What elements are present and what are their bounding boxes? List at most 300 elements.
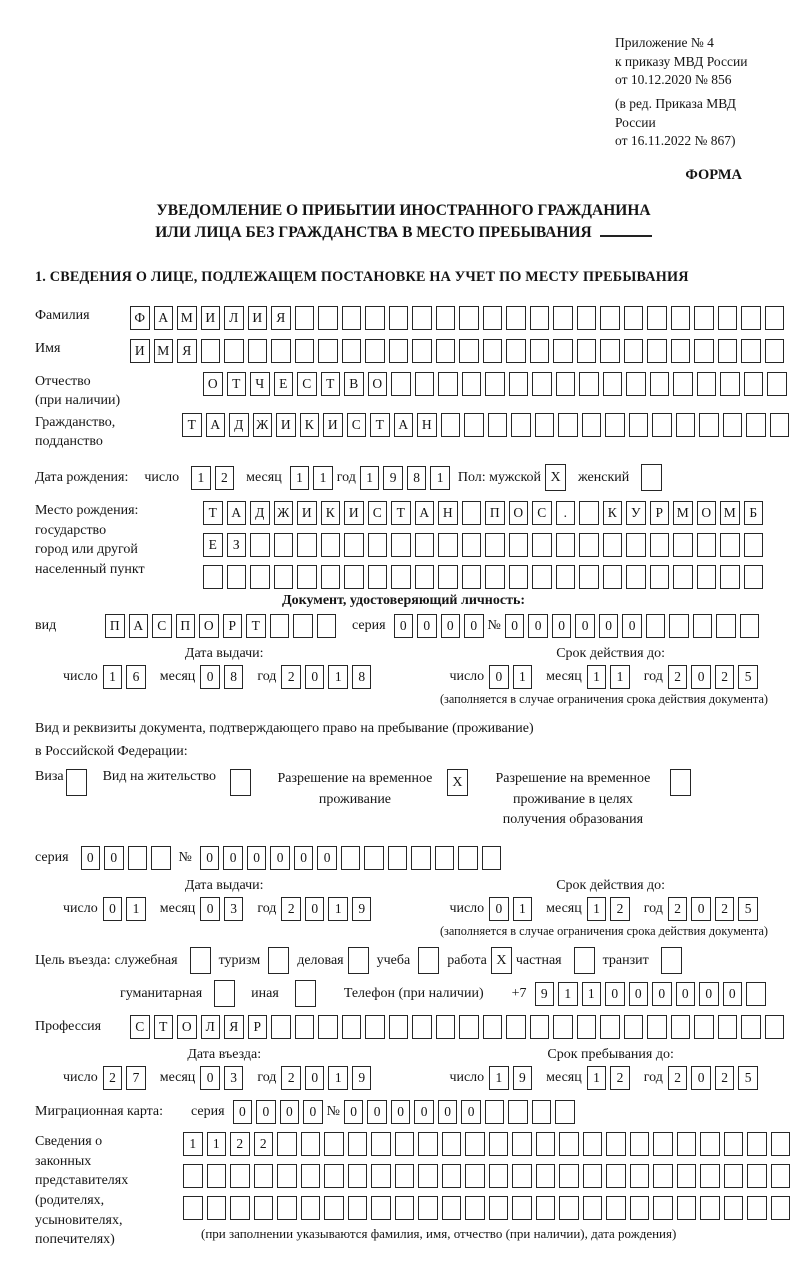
char-cell[interactable]: 0 [200,1066,220,1090]
char-cell[interactable] [324,1132,344,1156]
char-cell[interactable] [489,1164,509,1188]
char-cell[interactable]: 9 [535,982,555,1006]
char-cell[interactable]: 0 [104,846,124,870]
char-cell[interactable]: Е [274,372,294,396]
char-cell[interactable] [324,1196,344,1220]
char-cell[interactable] [741,339,761,363]
char-cell[interactable]: 2 [715,897,735,921]
char-cell[interactable]: 1 [191,466,211,490]
char-cell[interactable] [555,1100,575,1124]
char-cell[interactable] [459,339,479,363]
purpose-humanitarian-checkbox[interactable] [214,980,235,1007]
char-cell[interactable] [530,306,550,330]
char-cell[interactable] [318,339,338,363]
char-cell[interactable]: С [532,501,552,525]
char-cell[interactable] [700,1196,720,1220]
char-cell[interactable] [183,1164,203,1188]
purpose-commercial-checkbox[interactable] [348,947,369,974]
char-cell[interactable] [342,306,362,330]
char-cell[interactable]: 0 [505,614,525,638]
char-cell[interactable] [624,1015,644,1039]
char-cell[interactable] [747,1164,767,1188]
char-cell[interactable] [293,614,313,638]
char-cell[interactable] [489,1132,509,1156]
char-cell[interactable]: 0 [103,897,123,921]
char-cell[interactable] [391,533,411,557]
char-cell[interactable] [389,339,409,363]
char-cell[interactable]: Л [224,306,244,330]
char-cell[interactable] [765,339,785,363]
char-cell[interactable] [626,372,646,396]
char-cell[interactable] [559,1132,579,1156]
char-cell[interactable] [677,1164,697,1188]
char-cell[interactable] [465,1164,485,1188]
char-cell[interactable]: 1 [558,982,578,1006]
char-cell[interactable] [485,1100,505,1124]
char-cell[interactable]: 0 [575,614,595,638]
char-cell[interactable]: 0 [691,897,711,921]
char-cell[interactable] [436,1015,456,1039]
char-cell[interactable] [647,339,667,363]
char-cell[interactable] [718,339,738,363]
char-cell[interactable] [415,533,435,557]
char-cell[interactable] [512,1132,532,1156]
char-cell[interactable]: 0 [270,846,290,870]
char-cell[interactable] [395,1196,415,1220]
char-cell[interactable]: 0 [294,846,314,870]
char-cell[interactable]: 0 [200,665,220,689]
char-cell[interactable]: А [154,306,174,330]
char-cell[interactable] [442,1164,462,1188]
purpose-study-checkbox[interactable] [418,947,439,974]
char-cell[interactable] [767,372,787,396]
char-cell[interactable]: Д [229,413,249,437]
char-cell[interactable] [415,565,435,589]
char-cell[interactable] [506,339,526,363]
char-cell[interactable] [418,1164,438,1188]
char-cell[interactable] [583,1196,603,1220]
char-cell[interactable] [224,339,244,363]
char-cell[interactable] [605,413,625,437]
char-cell[interactable]: 0 [417,614,437,638]
char-cell[interactable] [606,1164,626,1188]
char-cell[interactable] [556,565,576,589]
char-cell[interactable] [250,533,270,557]
char-cell[interactable] [724,1132,744,1156]
char-cell[interactable]: 0 [528,614,548,638]
char-cell[interactable]: Р [650,501,670,525]
char-cell[interactable]: 0 [489,897,509,921]
char-cell[interactable] [536,1132,556,1156]
char-cell[interactable] [747,1132,767,1156]
char-cell[interactable] [629,413,649,437]
char-cell[interactable]: 0 [438,1100,458,1124]
char-cell[interactable]: 0 [200,897,220,921]
char-cell[interactable]: 1 [360,466,380,490]
char-cell[interactable] [295,339,315,363]
char-cell[interactable] [724,1196,744,1220]
char-cell[interactable] [671,306,691,330]
option-residence-permit-checkbox[interactable] [230,769,251,796]
char-cell[interactable]: П [485,501,505,525]
char-cell[interactable]: 1 [582,982,602,1006]
char-cell[interactable]: 1 [103,665,123,689]
char-cell[interactable] [577,1015,597,1039]
char-cell[interactable]: Р [223,614,243,638]
char-cell[interactable]: 0 [305,897,325,921]
char-cell[interactable] [436,306,456,330]
char-cell[interactable] [277,1196,297,1220]
char-cell[interactable]: 0 [200,846,220,870]
char-cell[interactable]: Ф [130,306,150,330]
char-cell[interactable] [741,306,761,330]
char-cell[interactable]: 1 [587,1066,607,1090]
char-cell[interactable] [462,501,482,525]
char-cell[interactable] [462,372,482,396]
char-cell[interactable]: 2 [254,1132,274,1156]
char-cell[interactable] [630,1196,650,1220]
char-cell[interactable] [650,565,670,589]
char-cell[interactable] [630,1132,650,1156]
char-cell[interactable]: В [344,372,364,396]
char-cell[interactable] [128,846,148,870]
char-cell[interactable] [653,1196,673,1220]
char-cell[interactable] [344,565,364,589]
char-cell[interactable] [151,846,171,870]
char-cell[interactable]: 0 [461,1100,481,1124]
char-cell[interactable]: И [297,501,317,525]
char-cell[interactable] [297,533,317,557]
char-cell[interactable]: 5 [738,897,758,921]
char-cell[interactable]: О [509,501,529,525]
char-cell[interactable] [318,1015,338,1039]
purpose-transit-checkbox[interactable] [661,947,682,974]
char-cell[interactable] [412,339,432,363]
char-cell[interactable] [462,565,482,589]
char-cell[interactable] [389,1015,409,1039]
char-cell[interactable] [183,1196,203,1220]
char-cell[interactable]: 1 [126,897,146,921]
char-cell[interactable]: 1 [513,897,533,921]
char-cell[interactable] [556,533,576,557]
char-cell[interactable]: А [227,501,247,525]
char-cell[interactable] [301,1164,321,1188]
char-cell[interactable] [744,565,764,589]
char-cell[interactable]: С [368,501,388,525]
char-cell[interactable] [697,372,717,396]
char-cell[interactable] [412,306,432,330]
char-cell[interactable] [600,1015,620,1039]
char-cell[interactable] [368,565,388,589]
purpose-work-checkbox[interactable]: X [491,947,512,974]
char-cell[interactable]: 5 [738,1066,758,1090]
char-cell[interactable] [624,339,644,363]
char-cell[interactable]: З [227,533,247,557]
char-cell[interactable] [411,846,431,870]
char-cell[interactable]: 1 [328,1066,348,1090]
char-cell[interactable] [274,533,294,557]
char-cell[interactable] [700,1132,720,1156]
char-cell[interactable] [203,565,223,589]
char-cell[interactable] [720,372,740,396]
char-cell[interactable] [700,1164,720,1188]
char-cell[interactable] [391,565,411,589]
char-cell[interactable] [532,565,552,589]
char-cell[interactable] [348,1132,368,1156]
char-cell[interactable] [583,1132,603,1156]
char-cell[interactable] [577,339,597,363]
char-cell[interactable]: 0 [391,1100,411,1124]
char-cell[interactable] [248,339,268,363]
char-cell[interactable] [464,413,484,437]
char-cell[interactable] [438,372,458,396]
char-cell[interactable]: С [297,372,317,396]
char-cell[interactable] [342,1015,362,1039]
char-cell[interactable]: М [154,339,174,363]
char-cell[interactable] [389,306,409,330]
char-cell[interactable]: 2 [610,897,630,921]
char-cell[interactable] [697,565,717,589]
char-cell[interactable] [646,614,666,638]
char-cell[interactable]: О [203,372,223,396]
char-cell[interactable]: 7 [126,1066,146,1090]
char-cell[interactable] [626,533,646,557]
char-cell[interactable] [371,1196,391,1220]
char-cell[interactable]: И [201,306,221,330]
char-cell[interactable] [297,565,317,589]
char-cell[interactable]: 1 [313,466,333,490]
char-cell[interactable]: 0 [256,1100,276,1124]
char-cell[interactable]: К [321,501,341,525]
char-cell[interactable]: 0 [233,1100,253,1124]
char-cell[interactable]: П [176,614,196,638]
char-cell[interactable]: 2 [215,466,235,490]
purpose-tourism-checkbox[interactable] [268,947,289,974]
char-cell[interactable] [723,413,743,437]
char-cell[interactable] [509,533,529,557]
char-cell[interactable]: Т [227,372,247,396]
char-cell[interactable]: Ж [274,501,294,525]
char-cell[interactable]: 2 [715,665,735,689]
char-cell[interactable] [652,413,672,437]
char-cell[interactable]: 2 [281,665,301,689]
char-cell[interactable] [669,614,689,638]
char-cell[interactable]: 0 [414,1100,434,1124]
char-cell[interactable] [230,1196,250,1220]
char-cell[interactable] [583,1164,603,1188]
char-cell[interactable] [438,533,458,557]
char-cell[interactable] [606,1196,626,1220]
sex-female-checkbox[interactable] [641,464,662,491]
char-cell[interactable] [250,565,270,589]
char-cell[interactable] [506,306,526,330]
char-cell[interactable] [271,339,291,363]
char-cell[interactable] [508,1100,528,1124]
char-cell[interactable] [364,846,384,870]
char-cell[interactable]: Е [203,533,223,557]
char-cell[interactable]: И [248,306,268,330]
char-cell[interactable] [388,846,408,870]
char-cell[interactable]: 0 [305,1066,325,1090]
char-cell[interactable]: 1 [587,897,607,921]
purpose-business-checkbox[interactable] [190,947,211,974]
char-cell[interactable] [718,306,738,330]
char-cell[interactable] [603,533,623,557]
char-cell[interactable] [365,1015,385,1039]
char-cell[interactable]: 8 [407,466,427,490]
char-cell[interactable] [301,1132,321,1156]
char-cell[interactable]: М [673,501,693,525]
char-cell[interactable] [412,1015,432,1039]
char-cell[interactable]: 0 [247,846,267,870]
char-cell[interactable]: Л [201,1015,221,1039]
char-cell[interactable]: 9 [352,1066,372,1090]
char-cell[interactable] [535,413,555,437]
char-cell[interactable] [553,339,573,363]
char-cell[interactable]: Т [391,501,411,525]
char-cell[interactable] [458,846,478,870]
char-cell[interactable]: 0 [723,982,743,1006]
char-cell[interactable] [653,1132,673,1156]
char-cell[interactable] [485,372,505,396]
char-cell[interactable] [301,1196,321,1220]
option-visa-checkbox[interactable] [66,769,87,796]
char-cell[interactable] [344,533,364,557]
char-cell[interactable]: Я [177,339,197,363]
char-cell[interactable] [559,1164,579,1188]
purpose-private-checkbox[interactable] [574,947,595,974]
char-cell[interactable]: 1 [328,665,348,689]
char-cell[interactable]: 0 [691,1066,711,1090]
char-cell[interactable]: М [177,306,197,330]
char-cell[interactable] [506,1015,526,1039]
char-cell[interactable] [489,1196,509,1220]
char-cell[interactable] [254,1196,274,1220]
char-cell[interactable]: С [152,614,172,638]
char-cell[interactable] [697,533,717,557]
char-cell[interactable]: Н [417,413,437,437]
char-cell[interactable] [603,565,623,589]
char-cell[interactable]: 0 [344,1100,364,1124]
char-cell[interactable] [435,846,455,870]
char-cell[interactable]: О [177,1015,197,1039]
char-cell[interactable]: 0 [394,614,414,638]
char-cell[interactable] [771,1164,791,1188]
char-cell[interactable] [747,1196,767,1220]
char-cell[interactable]: И [323,413,343,437]
char-cell[interactable] [418,1196,438,1220]
char-cell[interactable] [765,1015,785,1039]
char-cell[interactable] [744,372,764,396]
char-cell[interactable]: . [556,501,576,525]
char-cell[interactable] [462,533,482,557]
char-cell[interactable] [720,565,740,589]
char-cell[interactable]: Д [250,501,270,525]
char-cell[interactable] [771,1132,791,1156]
char-cell[interactable] [254,1164,274,1188]
char-cell[interactable]: 0 [691,665,711,689]
char-cell[interactable]: 2 [668,897,688,921]
char-cell[interactable]: 2 [668,665,688,689]
char-cell[interactable] [438,565,458,589]
char-cell[interactable]: М [720,501,740,525]
char-cell[interactable] [653,1164,673,1188]
char-cell[interactable]: 2 [103,1066,123,1090]
char-cell[interactable]: Т [154,1015,174,1039]
char-cell[interactable] [509,565,529,589]
char-cell[interactable] [459,306,479,330]
char-cell[interactable] [512,1164,532,1188]
char-cell[interactable]: Я [224,1015,244,1039]
char-cell[interactable] [740,614,760,638]
char-cell[interactable] [482,846,502,870]
char-cell[interactable]: И [276,413,296,437]
char-cell[interactable] [536,1164,556,1188]
char-cell[interactable]: 2 [610,1066,630,1090]
char-cell[interactable] [579,372,599,396]
char-cell[interactable] [512,1196,532,1220]
char-cell[interactable] [744,533,764,557]
char-cell[interactable]: 0 [303,1100,323,1124]
char-cell[interactable]: 0 [652,982,672,1006]
option-temp-residence-checkbox[interactable]: X [447,769,468,796]
char-cell[interactable] [677,1196,697,1220]
char-cell[interactable]: У [626,501,646,525]
char-cell[interactable] [230,1164,250,1188]
char-cell[interactable] [324,1164,344,1188]
char-cell[interactable] [532,1100,552,1124]
char-cell[interactable]: 0 [552,614,572,638]
char-cell[interactable]: Т [321,372,341,396]
char-cell[interactable]: 6 [126,665,146,689]
char-cell[interactable] [671,339,691,363]
char-cell[interactable] [577,306,597,330]
char-cell[interactable]: 3 [224,1066,244,1090]
char-cell[interactable] [483,306,503,330]
char-cell[interactable]: П [105,614,125,638]
char-cell[interactable]: 1 [430,466,450,490]
char-cell[interactable]: К [300,413,320,437]
char-cell[interactable] [295,1015,315,1039]
char-cell[interactable] [207,1164,227,1188]
char-cell[interactable]: О [697,501,717,525]
char-cell[interactable]: А [129,614,149,638]
char-cell[interactable]: 1 [513,665,533,689]
char-cell[interactable]: Т [203,501,223,525]
char-cell[interactable] [465,1196,485,1220]
char-cell[interactable]: Я [271,306,291,330]
char-cell[interactable] [673,372,693,396]
char-cell[interactable] [227,565,247,589]
char-cell[interactable]: 0 [441,614,461,638]
char-cell[interactable] [415,372,435,396]
char-cell[interactable] [647,1015,667,1039]
char-cell[interactable] [483,339,503,363]
purpose-other-checkbox[interactable] [295,980,316,1007]
char-cell[interactable]: 1 [183,1132,203,1156]
char-cell[interactable]: 0 [81,846,101,870]
char-cell[interactable] [321,565,341,589]
char-cell[interactable]: Ч [250,372,270,396]
char-cell[interactable] [483,1015,503,1039]
char-cell[interactable] [693,614,713,638]
char-cell[interactable] [720,533,740,557]
char-cell[interactable]: 3 [224,897,244,921]
char-cell[interactable]: 0 [629,982,649,1006]
char-cell[interactable] [348,1164,368,1188]
char-cell[interactable] [579,565,599,589]
sex-male-checkbox[interactable]: X [545,464,566,491]
